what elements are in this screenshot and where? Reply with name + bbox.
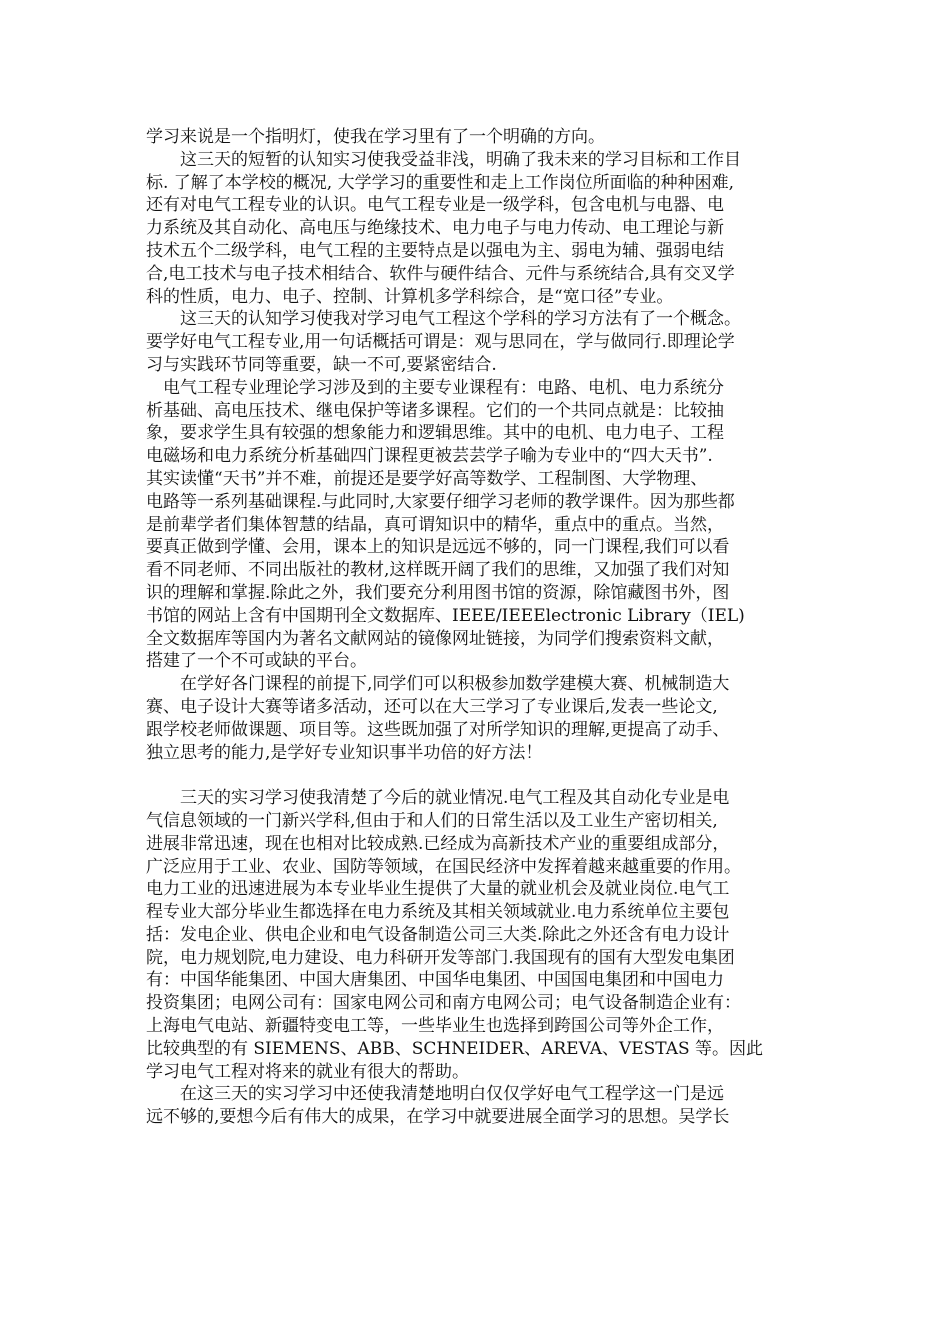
text-line: 远不够的,要想今后有伟大的成果，在学习中就要进展全面学习的思想。吴学长: [146, 1107, 730, 1128]
text-line: 投资集团；电网公司有：国家电网公司和南方电网公司；电气设备制造企业有：: [146, 993, 741, 1014]
text-line: 进展非常迅速，现在也相对比较成熟.已经成为高新技术产业的重要组成部分，: [146, 833, 730, 854]
text-line: 广泛应用于工业、农业、国防等领域，在国民经济中发挥着越来越重要的作用。: [146, 856, 741, 877]
document-body: [146, 126, 826, 1129]
text-line: 院，电力规划院,电力建设、电力科研开发等部门.我国现有的国有大型发电集团: [146, 947, 735, 968]
text-line: 是前辈学者们集体智慧的结晶，真可谓知识中的精华，重点中的重点。当然，: [146, 514, 724, 535]
text-line: 跟学校老师做课题、项目等。这些既加强了对所学知识的理解,更提高了动手、: [146, 719, 730, 740]
text-line: 有：中国华能集团、中国大唐集团、中国华电集团、中国国电集团和中国电力: [146, 970, 724, 991]
text-line: 科的性质，电力、电子、控制、计算机多学科综合，是“宽口径”专业。: [146, 286, 674, 307]
text-line: 电气工程专业理论学习涉及到的主要专业课程有：电路、电机、电力系统分: [146, 377, 724, 398]
text-line: 这三天的短暂的认知实习使我受益非浅，明确了我未来的学习目标和工作目: [146, 149, 741, 170]
text-line: 电路等一系列基础课程.与此同时,大家要仔细学习老师的教学课件。因为那些都: [146, 491, 735, 512]
text-line: 气信息领域的一门新兴学科,但由于和人们的日常生活以及工业生产密切相关,: [146, 810, 718, 831]
text-line: 三天的实习学习使我清楚了今后的就业情况.电气工程及其自动化专业是电: [146, 788, 730, 809]
text-line: 全文数据库等国内为著名文献网站的镜像网址链接，为同学们搜索资料文献，: [146, 628, 724, 649]
text-line: 力系统及其自动化、高电压与绝缘技术、电力电子与电力传动、电工理论与新: [146, 218, 724, 239]
text-line: 要学好电气工程专业,用一句话概括可谓是：观与思同在，学与做同行.即理论学: [146, 332, 735, 353]
text-line: 括：发电企业、供电企业和电气设备制造公司三大类.除此之外还含有电力设计: [146, 924, 730, 945]
text-line: 析基础、高电压技术、继电保护等诸多课程。它们的一个共同点就是：比较抽: [146, 400, 724, 421]
text-line: 在学好各门课程的前提下,同学们可以积极参加数学建模大赛、机械制造大: [146, 674, 730, 695]
text-line: 独立思考的能力,是学好专业知识事半功倍的好方法！: [146, 742, 543, 763]
text-line: 搭建了一个不可或缺的平台。: [146, 651, 367, 672]
text-line: 技术五个二级学科，电气工程的主要特点是以强电为主、弱电为辅、强弱电结: [146, 240, 724, 261]
paragraph-spacer: [146, 764, 826, 787]
text-line: 还有对电气工程专业的认识。电气工程专业是一级学科，包含电机与电器、电: [146, 195, 724, 216]
text-line: 这三天的认知学习使我对学习电气工程这个学科的学习方法有了一个概念。: [146, 309, 741, 330]
text-line: 习与实践环节同等重要，缺一不可,要紧密结合.: [146, 354, 497, 375]
text-line: 电磁场和电力系统分析基础四门课程更被芸芸学子喻为专业中的“四大天书”.: [146, 446, 713, 467]
text-line: 合,电工技术与电子技术相结合、软件与硬件结合、元件与系统结合,具有交叉学: [146, 263, 735, 284]
text-line: 要真正做到学懂、会用，课本上的知识是远远不够的，同一门课程,我们可以看: [146, 537, 730, 558]
text-line: 学习电气工程对将来的就业有很大的帮助。: [146, 1061, 469, 1082]
text-line: 赛、电子设计大赛等诸多活动，还可以在大三学习了专业课后,发表一些论文,: [146, 696, 718, 717]
text-line: 程专业大部分毕业生都选择在电力系统及其相关领域就业.电力系统单位主要包: [146, 902, 730, 923]
text-line: 象，要求学生具有较强的想象能力和逻辑思维。其中的电机、电力电子、工程: [146, 423, 724, 444]
text-line: 电力工业的迅速进展为本专业毕业生提供了大量的就业机会及就业岗位.电气工: [146, 879, 730, 900]
text-line: 学习来说是一个指明灯，使我在学习里有了一个明确的方向。: [146, 127, 605, 147]
text-line: 其实读懂“天书”并不难，前提还是要学好高等数学、工程制图、大学物理、: [146, 468, 708, 489]
text-line: 标. 了解了本学校的概况, 大学学习的重要性和走上工作岗位所面临的种种困难,: [146, 172, 735, 193]
text-line: 在这三天的实习学习中还使我清楚地明白仅仅学好电气工程学这一门是远: [146, 1084, 724, 1105]
text-line: 书馆的网站上含有中国期刊全文数据库、IEEE/IEEElectronic Library（IEL): [146, 605, 745, 626]
text-line: 比较典型的有 SIEMENS、ABB、SCHNEIDER、AREVA、VESTAS 等。因此: [146, 1038, 764, 1059]
text-line: 识的理解和掌握.除此之外，我们要充分利用图书馆的资源，除馆藏图书外，图: [146, 582, 730, 603]
text-line: 看不同老师、不同出版社的教材,这样既开阔了我们的思维，又加强了我们对知: [146, 560, 730, 581]
text-line: 上海电气电站、新疆特变电工等，一些毕业生也选择到跨国公司等外企工作，: [146, 1016, 724, 1037]
